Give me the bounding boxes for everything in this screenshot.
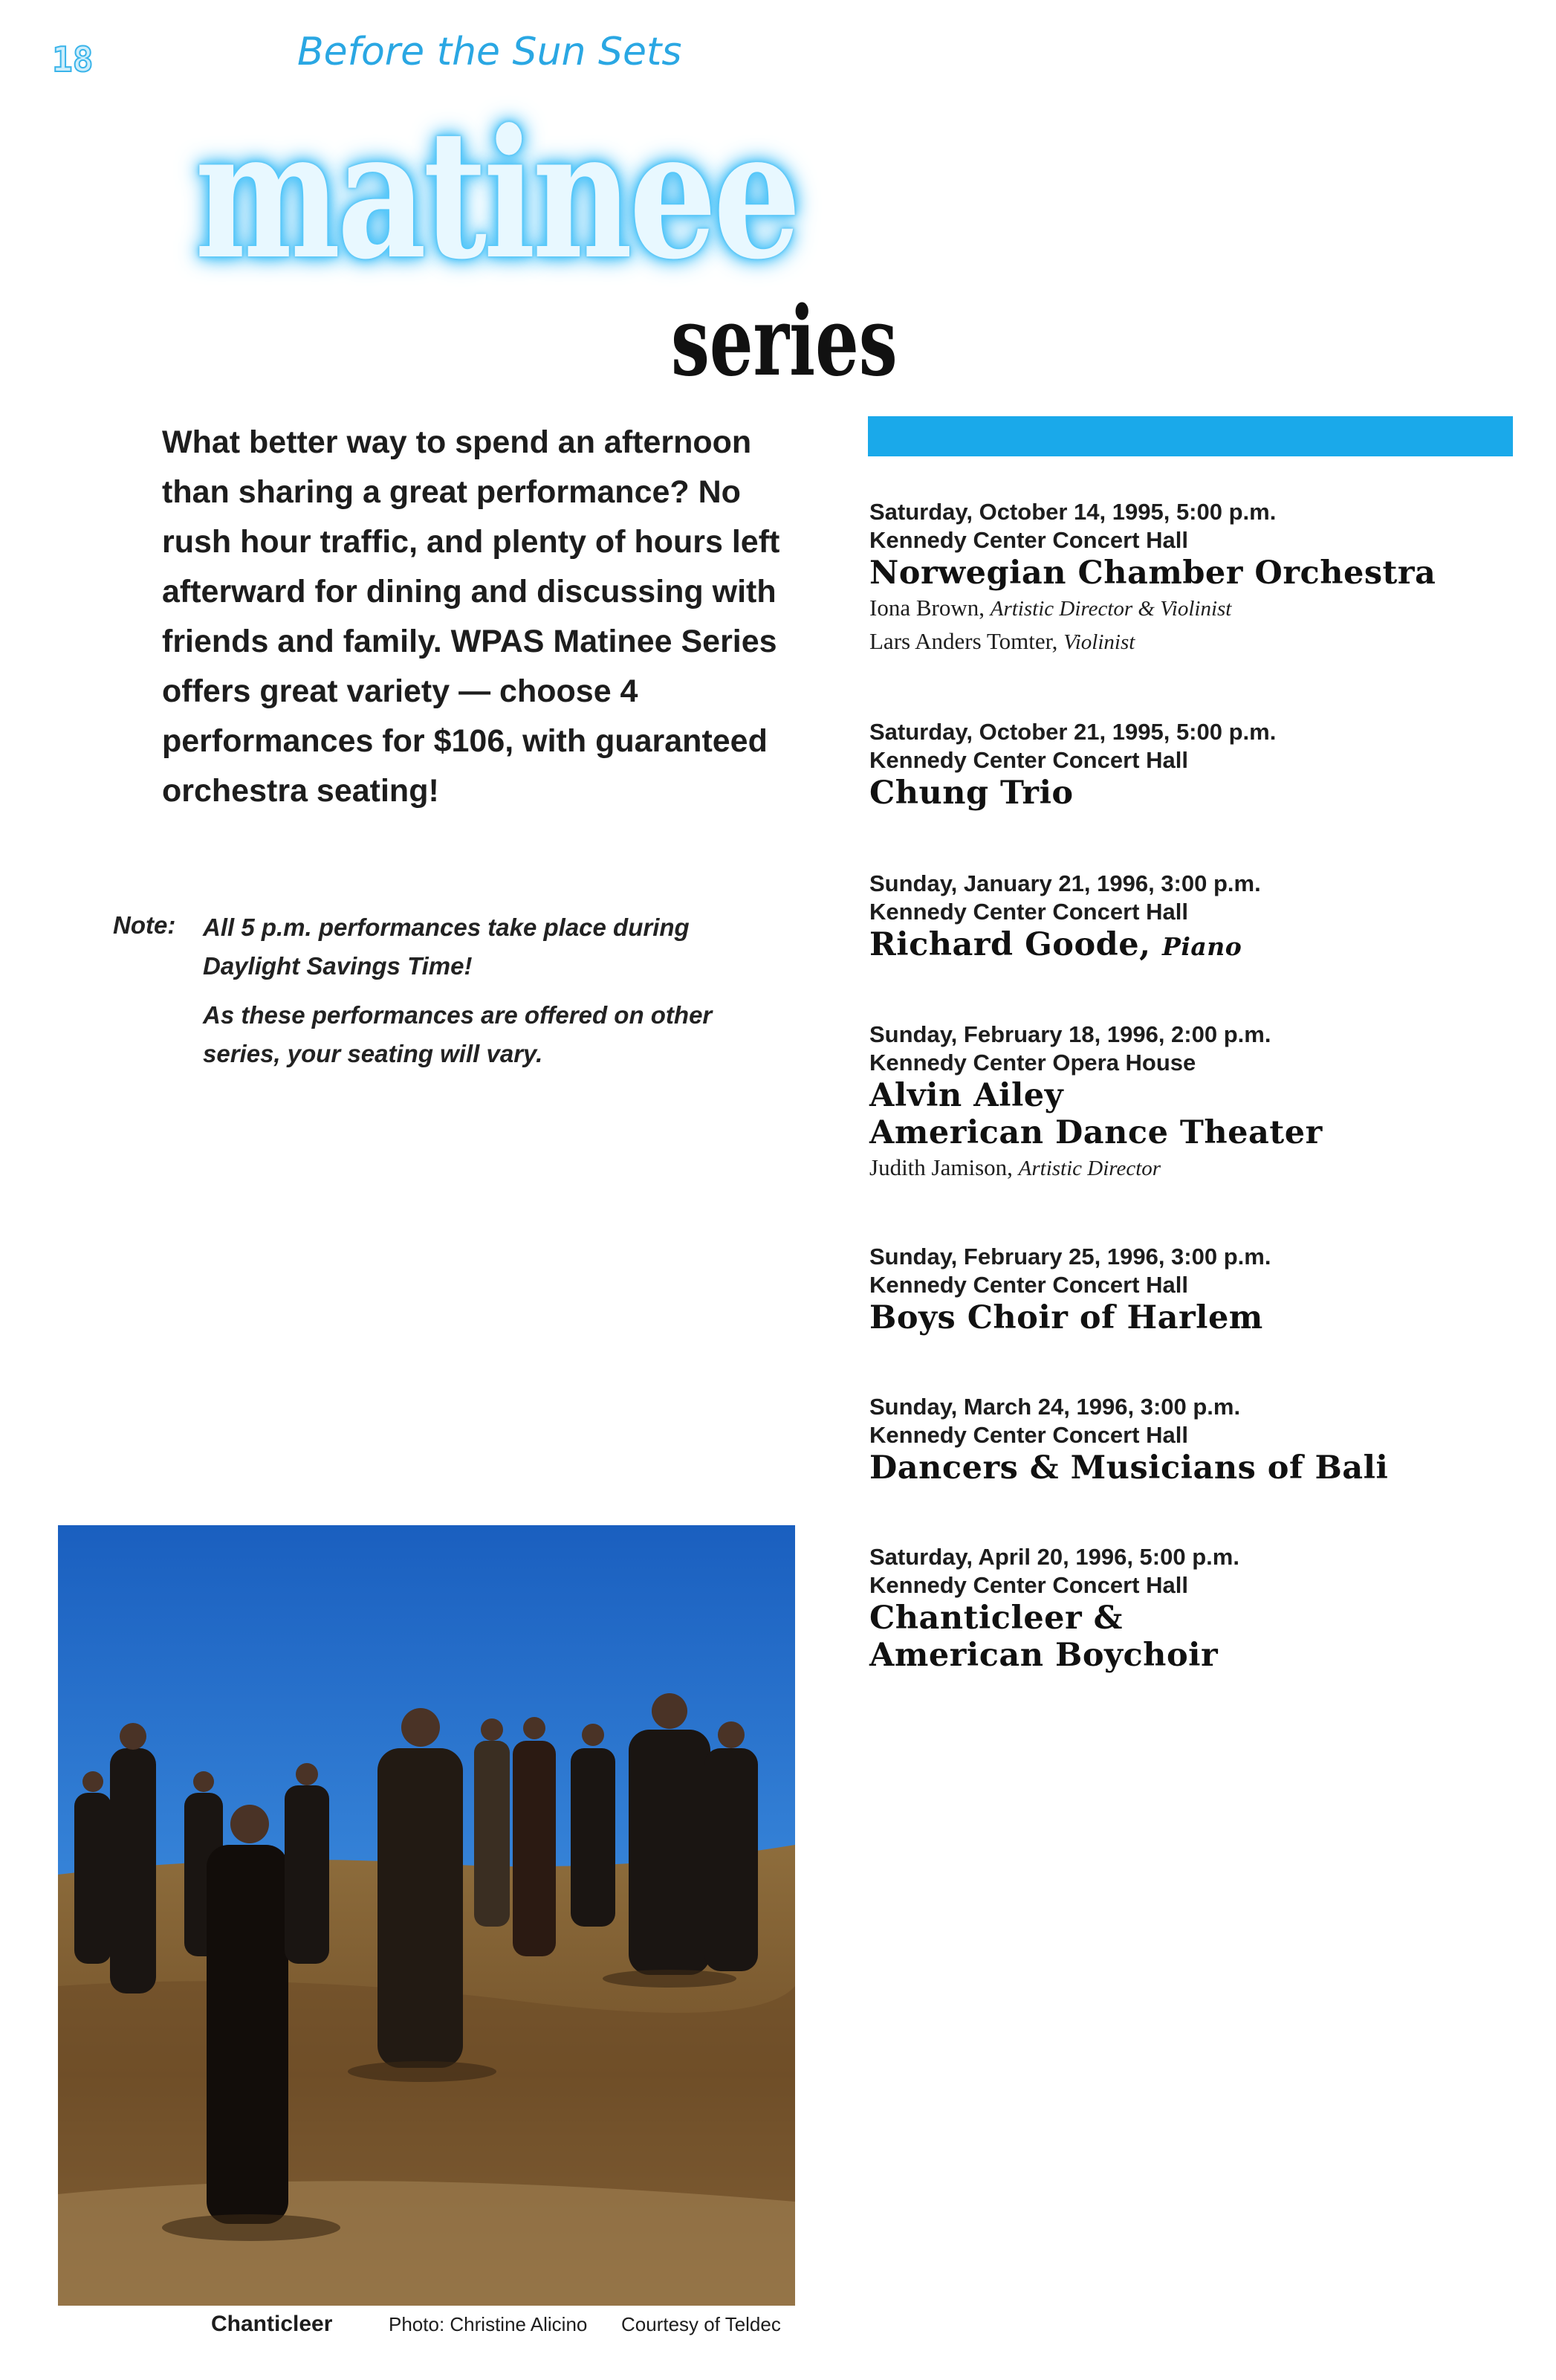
event-title-line1: Chanticleer & [869, 1600, 1123, 1637]
intro-paragraph: What better way to spend an afternoon than sharing a great performance? No rush hour traffic, and plenty of hours left afterward for dining and discussing with friends and family. WPAS Matinee Series offers great variety — choose 4 performances for $106, with guaranteed orchestra seating! [162, 424, 780, 809]
event-credit [869, 625, 1538, 659]
title-matinee: matinee [195, 91, 798, 299]
event-title: Boys Choir of Harlem [869, 1299, 1263, 1336]
photo-caption-name: Chanticleer [211, 2312, 333, 2336]
note-daylight: All 5 p.m. performances take place during Daylight Savings Time! [203, 913, 690, 980]
photo-courtesy: Courtesy of Teldec [621, 2313, 781, 2335]
event-date: Sunday, March 24, 1996, 3:00 p.m. [869, 1394, 1241, 1420]
page-number: 18 [52, 39, 94, 80]
note-seating: As these performances are offered on other series, your seating will vary. [203, 1001, 713, 1067]
event-date: Saturday, October 14, 1995, 5:00 p.m. [869, 499, 1277, 525]
event-date: Saturday, October 21, 1995, 5:00 p.m. [869, 719, 1277, 745]
event-item [869, 870, 1538, 966]
event-venue: Kennedy Center Concert Hall [869, 899, 1188, 925]
accent-bar [868, 416, 1513, 456]
credit-name: Lars Anders Tomter, [869, 628, 1058, 654]
credit-role: Artistic Director [1018, 1157, 1161, 1180]
credit-name: Judith Jamison, [869, 1154, 1013, 1180]
event-venue: Kennedy Center Concert Hall [869, 527, 1188, 553]
credit-role: Violinist [1063, 630, 1135, 654]
event-date: Sunday, February 18, 1996, 2:00 p.m. [869, 1021, 1271, 1047]
photo-credit: Photo: Christine Alicino [389, 2313, 588, 2335]
section-kicker: Before the Sun Sets [297, 30, 682, 74]
note-label: Note: [113, 911, 176, 939]
chanticleer-photo [58, 1525, 795, 2306]
event-item [869, 1393, 1538, 1487]
event-venue: Kennedy Center Opera House [869, 1050, 1196, 1076]
event-title [869, 926, 1538, 966]
event-item [869, 718, 1538, 812]
credit-name: Iona Brown, [869, 595, 985, 621]
event-venue: Kennedy Center Concert Hall [869, 747, 1188, 773]
event-title: Norwegian Chamber Orchestra [869, 554, 1436, 592]
event-venue: Kennedy Center Concert Hall [869, 1572, 1188, 1598]
event-item [869, 498, 1538, 659]
event-title-line1: Alvin Ailey [869, 1077, 1064, 1114]
event-title-role: Piano [1162, 932, 1242, 961]
event-item [869, 1021, 1538, 1185]
credit-role: Artistic Director & Violinist [990, 597, 1232, 621]
event-item [869, 1543, 1538, 1674]
event-date: Sunday, January 21, 1996, 3:00 p.m. [869, 870, 1261, 896]
event-title-line2: American Boychoir [869, 1637, 1219, 1674]
event-title-text: Richard Goode, [869, 926, 1151, 963]
event-venue: Kennedy Center Concert Hall [869, 1422, 1188, 1448]
choir-group-photo [58, 1525, 795, 2306]
event-title: Dancers & Musicians of Bali [869, 1449, 1389, 1487]
event-date: Sunday, February 25, 1996, 3:00 p.m. [869, 1244, 1271, 1270]
event-title-line2: American Dance Theater [869, 1114, 1323, 1151]
event-credit [869, 592, 1538, 625]
event-credit [869, 1151, 1538, 1185]
event-date: Saturday, April 20, 1996, 5:00 p.m. [869, 1544, 1239, 1570]
event-item [869, 1243, 1538, 1336]
event-venue: Kennedy Center Concert Hall [869, 1272, 1188, 1298]
event-title: Chung Trio [869, 775, 1074, 812]
title-series: series [671, 286, 898, 398]
